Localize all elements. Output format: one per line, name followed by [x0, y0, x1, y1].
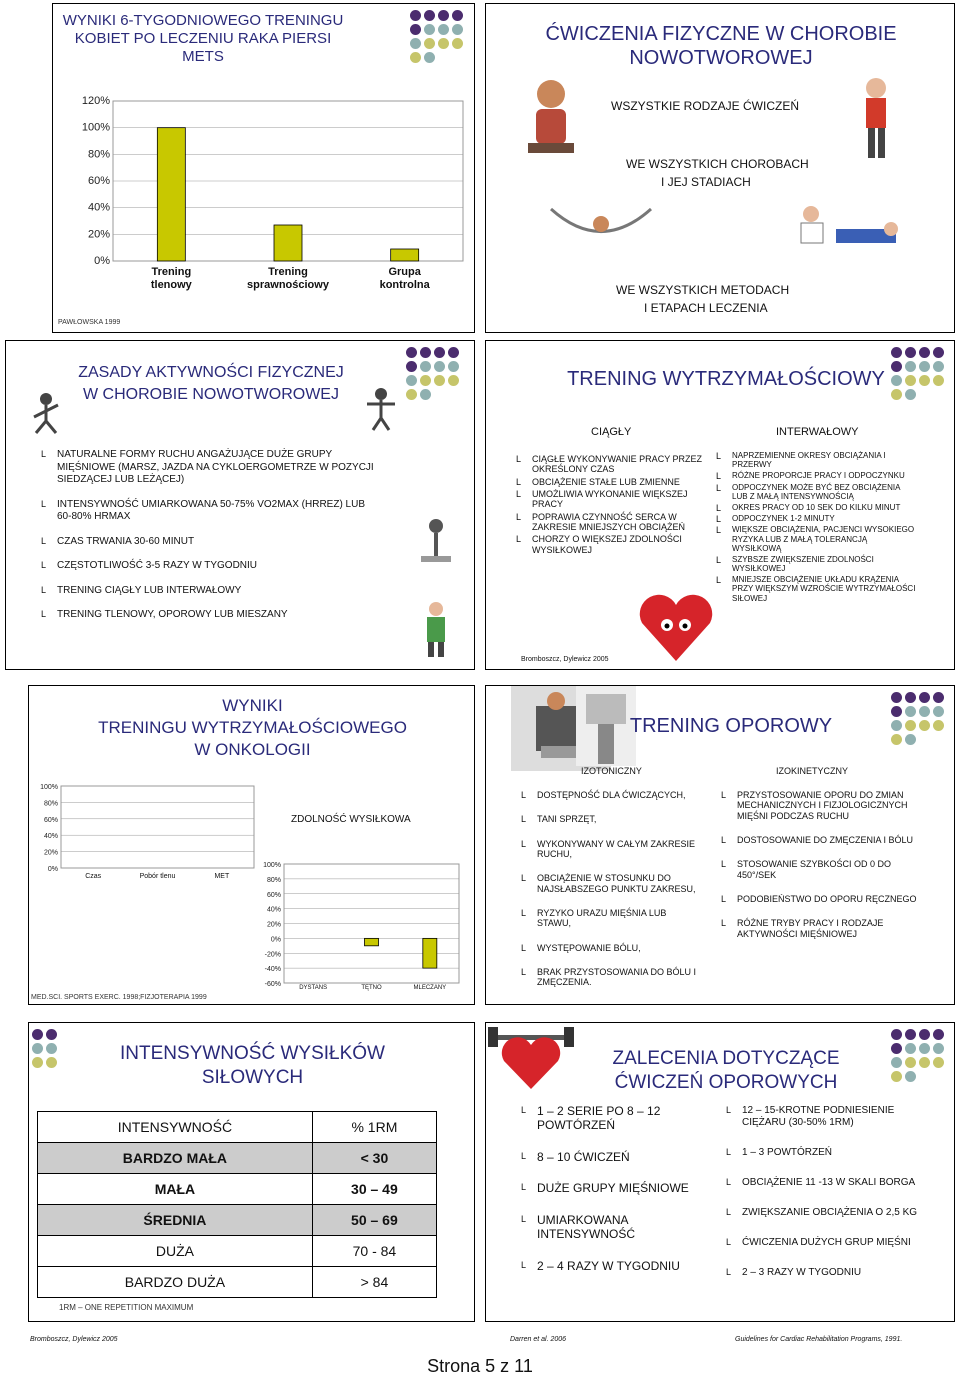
dot — [424, 10, 435, 21]
chart-exercise-capacity — [254, 856, 464, 991]
figure-cycling-icon — [411, 516, 461, 586]
dot — [891, 389, 902, 400]
dots-decoration — [410, 10, 470, 70]
dot — [919, 692, 930, 703]
dot — [32, 1029, 43, 1040]
list-item: L RÓŻNE PROPORCJE PRACY I ODPOCZYNKU — [716, 471, 916, 480]
list-item: L CZĘSTOTLIWOŚĆ 3-5 RAZY W TYGODNIU — [41, 560, 381, 573]
slide-5-title-3: W ONKOLOGII — [194, 740, 311, 759]
dot — [448, 361, 459, 372]
chart-time-oxygen-met — [29, 778, 259, 888]
isokinetic-list — [721, 790, 921, 948]
figure-walker-icon — [841, 74, 911, 164]
dot — [28, 1057, 29, 1068]
dot — [410, 38, 421, 49]
slide-2-title: ĆWICZENIA FIZYCZNE W CHOROBIE NOWOTWOROWEJ — [545, 23, 897, 69]
list-item: L UMIARKOWANA INTENSYWNOŚĆ — [521, 1214, 696, 1242]
slide-5 — [28, 685, 475, 1005]
dot — [452, 38, 463, 49]
tick-label: 40% — [266, 906, 281, 914]
dot — [933, 1029, 944, 1040]
list-item: L DUŻE GRUPY MIĘŚNIOWE — [521, 1182, 696, 1196]
page-footer: Strona 5 z 11 — [427, 1356, 533, 1376]
dot — [891, 734, 902, 745]
list-item: L CIĄGŁE WYKONYWANIE PRACY PRZEZ OKREŚLONY CZAS — [516, 454, 716, 475]
dot — [32, 1043, 43, 1054]
tick-label: 60% — [43, 816, 58, 824]
list-item: L ODPOCZYNEK MOŻE BYĆ BEZ OBCIĄŻENIA LUB Z MAŁĄ INTENSYWNOŚCIĄ — [716, 483, 916, 501]
interval-list — [716, 451, 916, 605]
bar — [157, 128, 185, 261]
bar — [391, 249, 419, 261]
dot — [933, 1043, 944, 1054]
table-cell: BARDZO DUŻA — [38, 1267, 313, 1298]
dot — [933, 1057, 944, 1068]
isotonic-list — [521, 790, 701, 997]
list-item: L 1 – 2 SERIE PO 8 – 12 POWTÓRZEŃ — [521, 1105, 696, 1133]
table-row — [38, 1174, 437, 1205]
tick-label: 60% — [266, 891, 281, 899]
slide-4-source: Bromboszcz, Dylewicz 2005 — [521, 656, 609, 663]
dot — [891, 1057, 902, 1068]
recommendations-list-1 — [521, 1105, 696, 1283]
dot — [891, 1071, 902, 1082]
category-label: Czas — [85, 873, 102, 880]
dot — [28, 1071, 29, 1082]
slide-7 — [28, 1022, 475, 1322]
dot — [438, 10, 449, 21]
line-2a: WE WSZYSTKICH CHOROBACH — [626, 157, 809, 171]
citation-guidelines: Guidelines for Cardiac Rehabilitation Programs, 1991. — [735, 1336, 903, 1343]
list-item: L WYKONYWANY W CAŁYM ZAKRESIE RUCHU, — [521, 839, 701, 860]
list-item: L PRZYSTOSOWANIE OPORU DO ZMIAN MECHANICZNYCH I FIZJOLOGICZNYCH MIĘŚNI PODCZAS RUCHU — [721, 790, 921, 821]
dot — [919, 361, 930, 372]
list-item: L OBCIĄŻENIE 11 -13 W SKALI BORGA — [726, 1177, 926, 1189]
slide-3-title-1: ZASADY AKTYWNOŚCI FIZYCZNEJ — [78, 364, 344, 381]
tick-label: 80% — [43, 800, 58, 808]
dot — [905, 734, 916, 745]
category-label: DYSTANS — [299, 985, 328, 991]
tick-label: 40% — [43, 833, 58, 841]
dot — [919, 375, 930, 386]
table-cell: 30 – 49 — [312, 1174, 436, 1205]
dot — [905, 1029, 916, 1040]
dot — [933, 692, 944, 703]
table-cell: < 30 — [312, 1143, 436, 1174]
category-label: kontrolna — [379, 279, 430, 291]
dots-decoration — [28, 1029, 64, 1089]
dot — [905, 375, 916, 386]
table-cell: BARDZO MAŁA — [38, 1143, 313, 1174]
dot — [905, 347, 916, 358]
list-item: L ZWIĘKSZANIE OBCIĄŻENIA O 2,5 KG — [726, 1207, 926, 1219]
list-item: L TRENING TLENOWY, OPOROWY LUB MIESZANY — [41, 609, 381, 622]
list-item: L POPRAWIA CZYNNOŚĆ SERCA W ZAKRESIE MNIEJSZYCH OBCIĄŻEŃ — [516, 512, 716, 533]
chart-2-title: ZDOLNOŚĆ WYSIŁKOWA — [291, 814, 411, 825]
dot — [905, 361, 916, 372]
slide-6 — [485, 685, 955, 1005]
dot — [406, 375, 417, 386]
recommendations-list-2 — [726, 1105, 926, 1288]
tick-label: 0% — [270, 936, 281, 944]
dot — [891, 1029, 902, 1040]
list-item: L 8 – 10 ĆWICZEŃ — [521, 1151, 696, 1165]
column-head-isotonic: IZOTONICZNY — [581, 766, 642, 776]
figure-runner-icon — [26, 391, 66, 436]
tick-label: 100% — [263, 862, 281, 869]
category-label: MET — [214, 873, 230, 880]
tick-label: 20% — [266, 921, 281, 929]
figure-weightlifter-icon — [361, 386, 401, 431]
list-item: L RYZYKO URAZU MIĘŚNIA LUB STAWU, — [521, 908, 701, 929]
dot — [434, 361, 445, 372]
list-item: L NATURALNE FORMY RUCHU ANGAŻUJĄCE DUŻE GRUPY MIĘŚNIOWE (MARSZ, JAZDA NA CYKLOERGOMETRZE W POZYCJI SIEDZĄCEJ LUB LEŻĄCEJ) — [41, 449, 381, 487]
bar — [365, 938, 379, 945]
slide-1 — [52, 3, 475, 333]
tick-label: 20% — [43, 849, 58, 857]
table-row — [38, 1267, 437, 1298]
tick-label: 100% — [81, 121, 110, 134]
dot — [438, 38, 449, 49]
list-item: L OKRES PRACY OD 10 SEK DO KILKU MINUT — [716, 503, 916, 512]
line-1: WSZYSTKIE RODZAJE ĆWICZEŃ — [611, 99, 800, 113]
dot — [410, 10, 421, 21]
tick-label: 80% — [266, 876, 281, 884]
slide-1-title: WYNIKI 6-TYGODNIOWEGO TRENINGU KOBIET PO LECZENIU RAKA PIERSI METS — [62, 12, 344, 65]
dot — [933, 375, 944, 386]
tick-label: 100% — [40, 784, 58, 791]
dot — [905, 389, 916, 400]
dot — [410, 24, 421, 35]
dot — [891, 706, 902, 717]
bar — [274, 225, 302, 261]
list-item: L 12 – 15-KROTNE PODNIESIENIE CIĘŻARU (30-50% 1RM) — [726, 1105, 926, 1129]
list-item: L DOSTĘPNOŚĆ DLA ĆWICZĄCYCH, — [521, 790, 701, 800]
table-cell: > 84 — [312, 1267, 436, 1298]
dot — [448, 375, 459, 386]
dot — [420, 389, 431, 400]
dot — [28, 1043, 29, 1054]
line-2b: I JEJ STADIACH — [661, 175, 751, 189]
list-item: L DOSTOSOWANIE DO ZMĘCZENIA I BÓLU — [721, 835, 921, 845]
slide-5-source: MED.SCI. SPORTS EXERC. 1998;FIZJOTERAPIA 1999 — [31, 994, 207, 1001]
list-item: L STOSOWANIE SZYBKOŚCI OD 0 DO 450°/SEK — [721, 859, 921, 880]
dot — [933, 706, 944, 717]
list-item: L BRAK PRZYSTOSOWANIA DO BÓLU I ZMĘCZENIA. — [521, 967, 701, 988]
dot — [28, 1029, 29, 1040]
line-3a: WE WSZYSTKICH METODACH — [616, 283, 790, 297]
list-item: L CZAS TRWANIA 30-60 MINUT — [41, 536, 381, 549]
chart-mets — [53, 89, 475, 304]
dots-decoration — [891, 692, 951, 752]
list-item: L PODOBIEŃSTWO DO OPORU RĘCZNEGO — [721, 894, 921, 904]
dot — [919, 720, 930, 731]
slide-8-title-1: ZALECENIA DOTYCZĄCE — [612, 1048, 840, 1069]
line-3b: I ETAPACH LECZENIA — [644, 301, 768, 315]
dot — [891, 1043, 902, 1054]
table-cell: 70 - 84 — [312, 1236, 436, 1267]
tick-label: -40% — [264, 966, 281, 974]
list-item: L TRENING CIĄGŁY LUB INTERWAŁOWY — [41, 585, 381, 598]
dot — [424, 24, 435, 35]
slide-4 — [485, 340, 955, 670]
dot — [891, 347, 902, 358]
slide-5-title-2: TRENINGU WYTRZYMAŁOŚCIOWEGO — [98, 718, 407, 737]
category-label: tlenowy — [150, 279, 192, 291]
table-row — [38, 1112, 437, 1143]
dot — [905, 1071, 916, 1082]
dot — [905, 1043, 916, 1054]
citation-bromboszcz: Bromboszcz, Dylewicz 2005 — [30, 1336, 118, 1343]
continuous-list — [516, 454, 716, 557]
dot — [905, 1057, 916, 1068]
slide-1-source: PAWŁOWSKA 1999 — [58, 319, 121, 326]
list-item: L WYSTĘPOWANIE BÓLU, — [521, 943, 701, 953]
list-item: L OBCIĄŻENIE STAŁE LUB ZMIENNE — [516, 477, 716, 487]
dot — [46, 1043, 57, 1054]
slide-7-title-2: SIŁOWYCH — [201, 1067, 304, 1088]
dot — [919, 347, 930, 358]
category-label: MLECZANY — [413, 985, 447, 991]
category-label: Grupa — [388, 266, 421, 278]
slide-4-title: TRENING WYTRZYMAŁOŚCIOWY — [567, 368, 885, 390]
principles-list — [41, 449, 381, 631]
slide-7-title-1: INTENSYWNOŚĆ WYSIŁKÓW — [120, 1043, 385, 1064]
list-item: L UMOŻLIWIA WYKONANIE WIĘKSZEJ PRACY — [516, 489, 716, 510]
category-label: sprawnościowy — [247, 279, 329, 291]
dot — [933, 347, 944, 358]
dot — [438, 24, 449, 35]
dot — [424, 52, 435, 63]
dot — [406, 389, 417, 400]
slide-7-note: 1RM – ONE REPETITION MAXIMUM — [59, 1303, 194, 1312]
dot — [905, 706, 916, 717]
dot — [32, 1057, 43, 1068]
dot — [891, 692, 902, 703]
list-item: L WIĘKSZE OBCIĄŻENIA, PACJENCI WYSOKIEGO RYZYKA LUB Z MAŁĄ TOLERANCJĄ WYSIŁKOWĄ — [716, 525, 916, 553]
dot — [452, 10, 463, 21]
list-item: L 1 – 3 POWTÓRZEŃ — [726, 1147, 926, 1159]
tick-label: 120% — [81, 95, 110, 107]
list-item: L CHORZY O WIĘKSZEJ ZDOLNOŚCI WYSIŁKOWEJ — [516, 534, 716, 555]
dot — [933, 361, 944, 372]
dot — [891, 720, 902, 731]
list-item: L INTENSYWNOŚĆ UMIARKOWANA 50-75% VO2MAX (HRREZ) LUB 60-80% HRMAX — [41, 499, 381, 524]
list-item: L 2 – 4 RAZY W TYGODNIU — [521, 1260, 696, 1274]
figure-therapy-icon — [786, 199, 906, 259]
table-cell: ŚREDNIA — [38, 1205, 313, 1236]
tick-label: 40% — [87, 201, 110, 214]
citation-darren: Darren et al. 2006 — [510, 1336, 567, 1343]
slide-3 — [5, 340, 475, 670]
figure-patient-icon — [416, 599, 456, 659]
table-cell: 50 – 69 — [312, 1205, 436, 1236]
dot — [919, 1029, 930, 1040]
dot — [891, 361, 902, 372]
dot — [452, 24, 463, 35]
table-cell: DUŻA — [38, 1236, 313, 1267]
slide-5-title-1: WYNIKI — [222, 696, 283, 715]
figure-hammock-icon — [546, 194, 656, 254]
dots-decoration — [406, 347, 466, 407]
column-head-continuous: CIĄGŁY — [591, 426, 632, 438]
dot — [434, 375, 445, 386]
tick-label: -60% — [264, 981, 281, 988]
dot — [919, 706, 930, 717]
category-label: Pobór tlenu — [139, 873, 176, 880]
dot — [905, 720, 916, 731]
tick-label: 80% — [87, 148, 110, 161]
dots-decoration — [891, 347, 951, 407]
list-item: L MNIEJSZE OBCIĄŻENIE UKŁADU KRĄŻENIA PRZY WIĘKSZYM WZROŚCIE WYTRZYMAŁOŚCI SIŁOWEJ — [716, 575, 916, 603]
table-cell: % 1RM — [312, 1112, 436, 1143]
dot — [933, 720, 944, 731]
table-row — [38, 1205, 437, 1236]
dot — [919, 1057, 930, 1068]
category-label: Trening — [268, 266, 308, 278]
table-row — [38, 1236, 437, 1267]
bar — [423, 938, 437, 968]
list-item: L NAPRZEMIENNE OKRESY OBCIĄŻANIA I PRZERWY — [716, 451, 916, 469]
dot — [46, 1057, 57, 1068]
tick-label: 0% — [47, 866, 58, 873]
dot — [420, 347, 431, 358]
table-cell: INTENSYWNOŚĆ — [38, 1112, 313, 1143]
slide-3-title-2: W CHOROBIE NOWOTWOROWEJ — [83, 386, 339, 403]
list-item: L 2 – 3 RAZY W TYGODNIU — [726, 1267, 926, 1279]
plot-area — [61, 786, 254, 868]
dot — [420, 361, 431, 372]
category-label: TĘTNO — [361, 985, 382, 991]
slide-6-title: TRENING OPOROWY — [629, 715, 833, 737]
tick-label: 60% — [87, 175, 110, 187]
tick-label: -20% — [264, 951, 281, 959]
category-label: Trening — [151, 266, 192, 278]
dot — [424, 38, 435, 49]
tick-label: 0% — [94, 255, 110, 267]
dot — [434, 347, 445, 358]
list-item: L ĆWICZENIA DUŻYCH GRUP MIĘŚNI — [726, 1237, 926, 1249]
dot — [905, 692, 916, 703]
list-item: L OBCIĄŻENIE W STOSUNKU DO NAJSŁABSZEGO PUNKTU ZAKRESU, — [521, 873, 701, 894]
list-item: L ODPOCZYNEK 1-2 MINUTY — [716, 514, 916, 523]
list-item: L SZYBSZE ZWIĘKSZENIE ZDOLNOŚCI WYSIŁKOWEJ — [716, 555, 916, 573]
dot — [891, 375, 902, 386]
dot — [406, 347, 417, 358]
heart-mascot-icon — [634, 591, 719, 666]
dots-decoration — [891, 1029, 951, 1089]
figure-seated-icon — [506, 69, 596, 159]
dot — [420, 375, 431, 386]
table-row — [38, 1143, 437, 1174]
dot — [448, 347, 459, 358]
column-head-isokinetic: IZOKINETYCZNY — [776, 766, 849, 776]
tick-label: 20% — [87, 228, 110, 241]
column-head-interval: INTERWAŁOWY — [776, 426, 859, 438]
intensity-table — [37, 1111, 437, 1298]
slide-2 — [485, 3, 955, 333]
slide-8-title-2: ĆWICZEŃ OPOROWYCH — [614, 1072, 838, 1093]
list-item: L TANI SPRZĘT, — [521, 814, 701, 824]
slide-8 — [485, 1022, 955, 1322]
dot — [410, 52, 421, 63]
dot — [46, 1029, 57, 1040]
list-item: L RÓŻNE TRYBY PRACY I RODZAJE AKTYWNOŚCI MIĘŚNIOWEJ — [721, 918, 921, 939]
dot — [406, 361, 417, 372]
table-cell: MAŁA — [38, 1174, 313, 1205]
dot — [919, 1043, 930, 1054]
